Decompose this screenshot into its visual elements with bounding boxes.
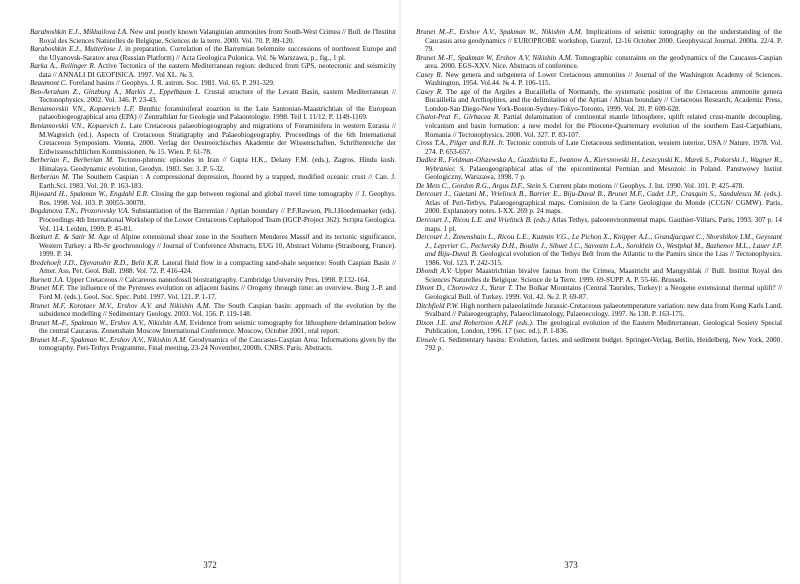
- reference-entry: [30, 207, 396, 233]
- reference-authors: Dercourt J., Zonenshain L., Ricou L.E., Kazmin V.G., Le Pichon X., Knipper A.L., Grandjacquet C., Sborshikov I.M., Geyssant J., Lepvrier C., Pechersky D.H., Boulin J., Sibuet J.C., Savostin L.A., Sorokhtin O., Westphal M., Bazhenov M.L., Lauer J.P. and Biju-Duval B.: [416, 233, 782, 259]
- reference-authors: Bozkurt E. & Satir M.: [30, 233, 96, 242]
- reference-authors: Brunet M.F.: [30, 284, 65, 293]
- reference-entry: [30, 122, 396, 156]
- reference-text: Age of Alpine extensional shear zone in the Southern Menderes Massif and its tectonic significance, Western Turkey: a Rb-Sr geochronology // Journal of Conference Abstracts, EUG 10, Abstract Volume (Strasbourg, France). 1999. P. 34.: [39, 233, 396, 259]
- reference-authors: Dixon J.E. and Robertson A.H.F (eds.).: [416, 318, 534, 327]
- reference-entry: [416, 28, 782, 54]
- reference-authors: Bijwaard H., Spakman W., Engdahl E.R.: [30, 190, 149, 199]
- reference-authors: Einsele G.: [416, 335, 447, 344]
- reference-entry: [30, 259, 396, 276]
- reference-authors: Bredehoeft J.D., Djevanshir R.D., Belit K.R.: [30, 258, 160, 267]
- reference-text: Geological evolution of the Tethys Belt from the Atlantic to the Pamirs since the Lias // Tectonophysics. 1986. Vol. 123. P. 242-315.: [425, 250, 782, 267]
- reference-authors: Berberian M.: [30, 173, 70, 182]
- reference-authors: Baraboshkin E.J., Mutterlose J.: [30, 45, 123, 54]
- left-page: [30, 28, 396, 540]
- reference-text: The South Caspian basin: approach of the evolution by the subsidence modelling // Sedimentary Geology. 2003. Vol. 156. P. 119-148.: [39, 301, 396, 319]
- reference-text: The geological evolution of the Eastern Mediterranean. Geological Sosiety Special Publication, London, 1996. 17 (sec. ed.). P. 1-836.: [425, 318, 782, 336]
- reference-entry: [416, 113, 782, 139]
- reference-text: Sedimentary basins: Evolution, facies, and sediment budget. Springer-Verlag, Berlin, Heidelberg, New York, 2000. 792 p.: [425, 335, 782, 353]
- reference-text: in preparation. Correlation of the Barremian belemnite successions of northwest Europe and the Ulyanovsk-Saratov area (Russian Platform) // Acta Geologica Polonica. Vol. № Warszawa, p., fig., 1 pl.: [39, 45, 396, 62]
- reference-text: Tomographic constraints on the geodynamics of the Caucasus-Caspian area. 2000. EGS-XXV. Nice. Abstracts of conference.: [425, 53, 782, 71]
- reference-authors: Casey R.: [416, 87, 443, 96]
- reference-text: Late Cretaceous palaeobiogeography and migrations of Foraminifera in western Eurasia // M.Wagreich (ed.). Aspects of Cretaceous Stratigraphy and Palaeobiogeography. Proceedings of the 6th International Cretaceous Symposium. Vienna, 2000. Verlag der Oestreeichisches Akademie der Wissenschaften, Schriftenreiche der Erdwissenschftlichen Kommissionen. № 15. Wien. P. 61-78.: [39, 122, 396, 156]
- reference-text: Upper Maastrichtian bivalve faunas from the Crimea, Maastricht and Mangyshlak // Bull. Institut Royal des Sciences Naturelles de Belgique. Science de la Terre. 1999. 69-SUPP. A. P. 55-66. Brussels.: [425, 267, 782, 284]
- reference-authors: Baraboshkin E.J., Mikhailova I.A.: [30, 28, 128, 36]
- reference-entry: [416, 54, 782, 71]
- page-number-left: 372: [203, 560, 217, 570]
- page-number-right: 373: [564, 560, 578, 570]
- reference-entry: [30, 319, 396, 336]
- reference-authors: Dhont D., Chorowicz J., Yurur T.: [416, 284, 514, 293]
- reference-entry: [416, 267, 782, 284]
- reference-text: Active Tectonics of the eastern Mediterranean region: deduced from GPS, neotectonic and seismicity data // ANNALI DI GEOFISICA. 1997. Vol XL. № 3.: [39, 62, 396, 79]
- reference-authors: Beniamovskii V.N., Kopaevich L.: [30, 122, 127, 131]
- reference-entry: [416, 302, 782, 319]
- reference-entry: [416, 182, 782, 191]
- reference-authors: Dercourt J., Ricou L.E. and Vrielinck B. (eds.): [416, 216, 550, 225]
- reference-entry: [416, 139, 782, 156]
- reference-entry: [30, 190, 396, 207]
- reference-entry: [416, 88, 782, 114]
- reference-authors: Brunet M.-F., Spakman W., Ershov A.V., Nikishin A.M.: [30, 335, 187, 344]
- reference-text: Partial delamination of continental mantle lithosphere, uplift related crust-mantle decoupling, volcanism and basin formation: a new model for the Pliocene-Quarternary evolution of the southern East-Carpathians, Romania // Tectonophysics. 2000. Vol. 327. P. 83-107.: [425, 113, 782, 139]
- reference-entry: [30, 336, 396, 353]
- reference-entry: [30, 105, 396, 122]
- reference-entry: [416, 71, 782, 88]
- reference-entry: [30, 276, 396, 285]
- reference-authors: Brunet M.-F., Spakman W., Ershov A.V., Nikishin A.M.: [30, 318, 188, 327]
- reference-entry: [416, 216, 782, 233]
- reference-authors: Cross T.A., Pilger and R.H. Jr.: [416, 139, 505, 148]
- book-gutter: [398, 0, 402, 584]
- reference-entry: [416, 284, 782, 301]
- reference-authors: Casey R.: [416, 70, 443, 79]
- reference-authors: Dercourt J., Gaetani M., Vrielinck B., Barrier E., Biju-Duval B., Brunet M.F., Cadet J.P., Crasquin S., Sandulescu M. (eds.).: [416, 190, 782, 199]
- reference-text: Atlas of Peri-Tethys, Palaeogeographical maps. Comission de la Carte Geologique du Monde (CCGN/ CGMW). Paris, 2000. Explanatory notes. I-XX. 269 p. 24 maps.: [425, 198, 782, 216]
- reference-text: Closing the gap between regional and global travel time tomography // J. Geophys. Res. 1998. Vol. 103. P. 30055-30078.: [39, 190, 396, 207]
- reference-entry: [416, 319, 782, 336]
- reference-text: Foreland basins // Geophys. J. R. astron. Soc. 1981. Vol. 65. P. 291-329.: [67, 79, 275, 88]
- reference-text: Evidence from seismic tomography for lithosphere delamination below the central Caucasus. Zonenshain Moscow International Conference. Moscow, October 2001, oral report.: [39, 318, 396, 336]
- reference-entry: [30, 284, 396, 301]
- reference-text: Atlas Tethys, paleoenvironmental maps. Gauthier-Villars, Paris, 1993. 307 p. 14 maps. 1 pl.: [425, 216, 782, 233]
- reference-text: Upper Cretaceous // Calcareous nannofossil biostratigraphy. Cambridge University Pres, 1998. P.132-164.: [64, 275, 370, 284]
- reference-authors: Bogdanova T.N., Prozorovsky V.A.: [30, 207, 130, 216]
- reference-entry: [416, 336, 782, 353]
- reference-text: Lateral fluid flow in a compacting sand-shale sequence: South Caspian Basin // Amer. Ass. Pet. Geol. Bull. 1988. Vol. 72. P. 416-424.: [39, 258, 396, 276]
- reference-entry: [30, 233, 396, 259]
- reference-text: Geodynamics of the Caucasus-Caspian Area: Informations given by the tomography. Peri-Tethys Programme, Final meeting, 23-24 November, 2000b. CNRS. Paris. Abstracts.: [39, 335, 396, 353]
- reference-text: High northern palaeolatitude Jurassic-Cretaceous palaeotemperature variation: new data from Kong Karls Land, Svalbard // Palaeogeography, Palaeoclimatology, Palaeoecology. 1997. № 130. P. 163-175.: [425, 301, 782, 319]
- reference-entry: [416, 156, 782, 182]
- reference-text: Tectonic controls of Late Cretaceous sedimentation, western interior, USA // Nature. 1978. Vol. 274. P. 653-657.: [425, 139, 782, 156]
- reference-authors: Beniamovskii V.N., Kopaevich L.F.: [30, 104, 135, 113]
- reference-authors: De Mets C., Gordon R.G., Argus D.F., Stein S.: [416, 181, 548, 190]
- reference-text: The Southern Caspian : A compressional depression, floored by a trapped, modified oceanic crust // Can. J. Earth.Sci. 1983. Vol. 20. P. 163-183.: [39, 173, 396, 190]
- reference-text: The Bolkar Mountains (Central Taurides, Turkey): a Neogene extensional thermal uplift? // Geological Bull. of Turkey. 1999. Vol. 42. № 2. P. 69-87.: [425, 284, 782, 301]
- reference-entry: [416, 233, 782, 267]
- reference-text: Palaeogeographical atlas of the epicontinental Permian and Mesozoic in Poland. Panstwowy Instiut Geologiczny, Warszawa, 1998. 7 p.: [425, 164, 782, 182]
- reference-text: New genera and subgenera of Lower Cretaceous ammonites // Journal of the Washington Academy of Sciences. Washington, 1954. Vol.44. № 4. P. 106-115.: [425, 70, 782, 88]
- reference-entry: [30, 45, 396, 62]
- reference-authors: Burnett J.A.: [30, 275, 65, 284]
- reference-entry: [30, 88, 396, 105]
- reference-entry: [30, 79, 396, 88]
- reference-text: The age of the Argiles a Bucaillella of Normandy, the systematic position of the Cretaceous ammonite genera Bucaillella and Arcthoplites, and the delimitation of the Aptian / Albian boundary // Cretaceous Research, Academic Press, London-San Diego-New York-Boston-Sydney-Tokyo-Toronto, 1999. Vol. 20. P. 609-628.: [425, 87, 782, 113]
- right-page: [416, 28, 782, 540]
- reference-authors: Barka A., Reilinger R.: [30, 62, 96, 71]
- reference-text: Implications of seismic tomography on the understanding of the Caucasus area geodynamics // EUROPROBE workshop, Gurzuf, 12-16 October 2000. Geophysical Journal. 2000a. 22/4. P. 79.: [425, 28, 782, 54]
- reference-authors: Chalot-Prat F., Girbacea R.: [416, 113, 501, 122]
- reference-authors: Brunet M.-F., Spakman W, Ershov A.V, Nikishin A.M.: [416, 53, 573, 62]
- reference-text: Current plate motions // Geophys. J. Int. 1990. Vol. 101. P. 425-478.: [547, 181, 745, 190]
- reference-text: Substantiation of the Barremian / Aptian boundary // P.F.Rawson, Ph.J.Hoedemaeker (eds). Proceedings 4th International Workshop of the Lower Cretaceous Cephalopod Team (IGCP-Project 362). Scripta Geologica. Vol. 114. Leiden, 1999. P. 45-81.: [39, 207, 396, 233]
- reference-entry: [416, 190, 782, 216]
- reference-authors: Ditchfield P.W.: [416, 301, 459, 310]
- reference-entry: [30, 302, 396, 319]
- reference-authors: Berberian F., Berberian M.: [30, 156, 114, 165]
- reference-entry: [30, 173, 396, 190]
- reference-text: Benthic foraminiferal zoaztion in the Late Santonian-Maastrichtian of the European palaeobiogeographical area (EPA) // Zentralblatt fur Geologie und Palaontologie. 1998. Teil I. 11/12. P. 1149-1169.: [39, 104, 396, 122]
- reference-entry: [30, 62, 396, 79]
- reference-entry: [30, 28, 396, 45]
- reference-authors: Dhondt A.V.: [416, 267, 452, 276]
- reference-entry: [30, 156, 396, 173]
- reference-text: The influence of the Pyrenees evolution on adjacent basins // Orogeny through time: an overview. Burg J.-P. and Ford M. (eds.). Geol. Soc. Spec. Publ. 1997. Vol. 121. P. 1-17.: [39, 284, 396, 301]
- reference-authors: Brunet M.-F., Ershov A.V., Spakman W., Nikishin A.M.: [416, 28, 583, 36]
- reference-text: Crustal structure of the Levant Basin, eastern Mediterranean // Tectonophysics. 2002. Vol. 346. P. 23-43.: [39, 87, 396, 105]
- reference-text: New and poorly known Valanginian ammonites from South-West Crimea // Bull. de l'Institut Royal des Sciences Naturelles de Belgique, Sciences de la terre. 2000. Vol. 70. P. 89-120.: [39, 28, 396, 45]
- reference-authors: Beaumont C.: [30, 79, 68, 88]
- reference-authors: Ben-Avraham Z., Ginzburg A., Markis J., Eppelbaum L.: [30, 87, 201, 96]
- reference-authors: Dadlez R., Feldman-Olszewska A., Gazdzicka E., Iwanow A., Kiersnowski H., Leszcynski K., Marek S., Pokorski J., Wagner R., Wybraniec S.: [416, 156, 782, 173]
- reference-text: Tectono-plutonic episodes in Iran // Gupta H.K., Delany F.M. (eds.), Zagros. Hindu kush. Himalaya. Geodynamic evolution, Geodyn. 1983. Ser. 3. P. 5-32.: [39, 156, 396, 173]
- reference-authors: Brunet M.F, Korotaev M.V., Ershov A.V. and Nikishin A.M.: [30, 301, 211, 310]
